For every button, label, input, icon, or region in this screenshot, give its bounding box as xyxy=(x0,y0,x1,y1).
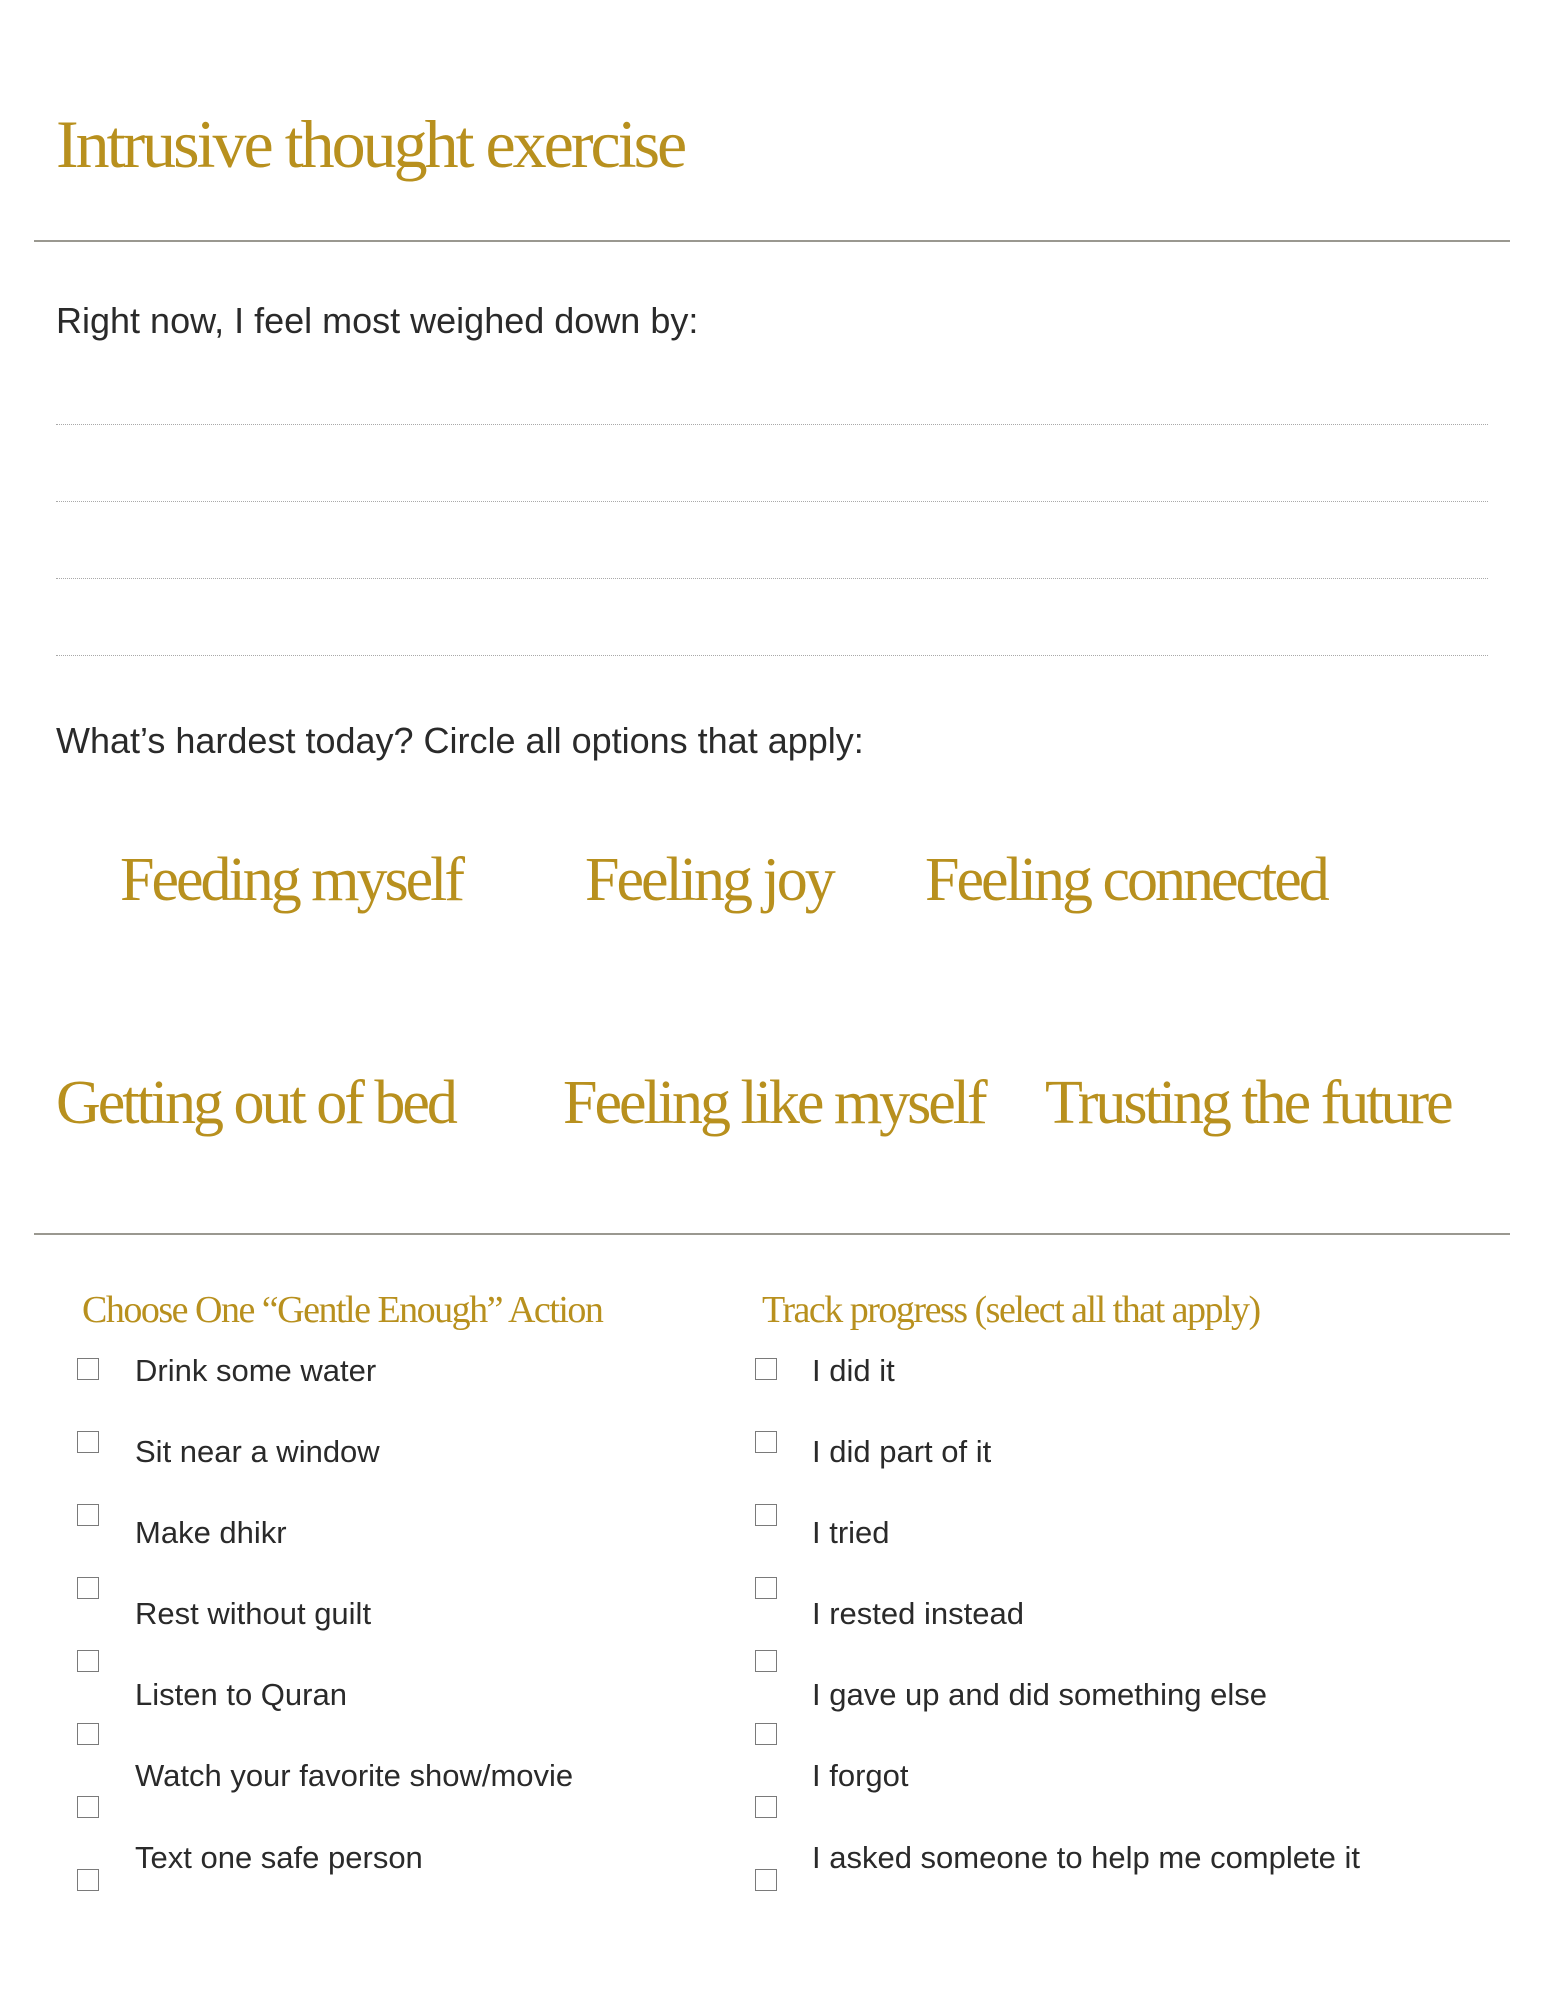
progress-item-label: I did part of it xyxy=(812,1434,992,1469)
hardest-today-prompt: What’s hardest today? Circle all options that apply: xyxy=(56,720,864,761)
progress-checkbox[interactable] xyxy=(755,1504,777,1526)
option-feeling-connected[interactable]: Feeling connected xyxy=(925,846,1327,914)
action-checkbox[interactable] xyxy=(77,1723,99,1745)
writing-line-2[interactable] xyxy=(56,501,1488,502)
option-getting-out-of-bed[interactable]: Getting out of bed xyxy=(56,1069,455,1137)
divider-top xyxy=(34,240,1510,242)
action-checkbox[interactable] xyxy=(77,1650,99,1672)
action-checkbox[interactable] xyxy=(77,1431,99,1453)
progress-checkbox[interactable] xyxy=(755,1431,777,1453)
option-feeling-like-myself[interactable]: Feeling like myself xyxy=(563,1069,985,1137)
action-item-label: Listen to Quran xyxy=(135,1677,347,1712)
progress-checkbox[interactable] xyxy=(755,1650,777,1672)
progress-item-label: I forgot xyxy=(812,1758,909,1793)
progress-item-label: I asked someone to help me complete it xyxy=(812,1840,1360,1875)
action-item-label: Sit near a window xyxy=(135,1434,380,1469)
weighed-down-prompt: Right now, I feel most weighed down by: xyxy=(56,300,699,341)
action-checkbox[interactable] xyxy=(77,1358,99,1380)
action-checkbox[interactable] xyxy=(77,1796,99,1818)
action-checkbox[interactable] xyxy=(77,1869,99,1891)
progress-checkbox[interactable] xyxy=(755,1723,777,1745)
option-trusting-the-future[interactable]: Trusting the future xyxy=(1045,1069,1451,1137)
action-item-label: Watch your favorite show/movie xyxy=(135,1758,574,1793)
progress-checkbox[interactable] xyxy=(755,1796,777,1818)
progress-item-label: I gave up and did something else xyxy=(812,1677,1267,1712)
action-item-label: Make dhikr xyxy=(135,1515,287,1550)
progress-checkbox[interactable] xyxy=(755,1358,777,1380)
action-item-label: Rest without guilt xyxy=(135,1596,372,1631)
divider-bottom xyxy=(34,1233,1510,1235)
writing-line-3[interactable] xyxy=(56,578,1488,579)
option-feeling-joy[interactable]: Feeling joy xyxy=(585,846,833,914)
progress-checkbox[interactable] xyxy=(755,1869,777,1891)
action-item-label: Drink some water xyxy=(135,1353,377,1388)
progress-heading: Track progress (select all that apply) xyxy=(762,1289,1260,1331)
progress-item-label: I rested instead xyxy=(812,1596,1024,1631)
progress-item-label: I tried xyxy=(812,1515,890,1550)
action-checkbox[interactable] xyxy=(77,1504,99,1526)
action-checkbox[interactable] xyxy=(77,1577,99,1599)
progress-checkbox[interactable] xyxy=(755,1577,777,1599)
page-title: Intrusive thought exercise xyxy=(56,106,685,182)
writing-line-1[interactable] xyxy=(56,424,1488,425)
progress-item-label: I did it xyxy=(812,1353,895,1388)
action-item-label: Text one safe person xyxy=(135,1840,423,1875)
writing-line-4[interactable] xyxy=(56,655,1488,656)
actions-heading: Choose One “Gentle Enough” Action xyxy=(82,1289,603,1331)
option-feeding-myself[interactable]: Feeding myself xyxy=(120,846,462,914)
